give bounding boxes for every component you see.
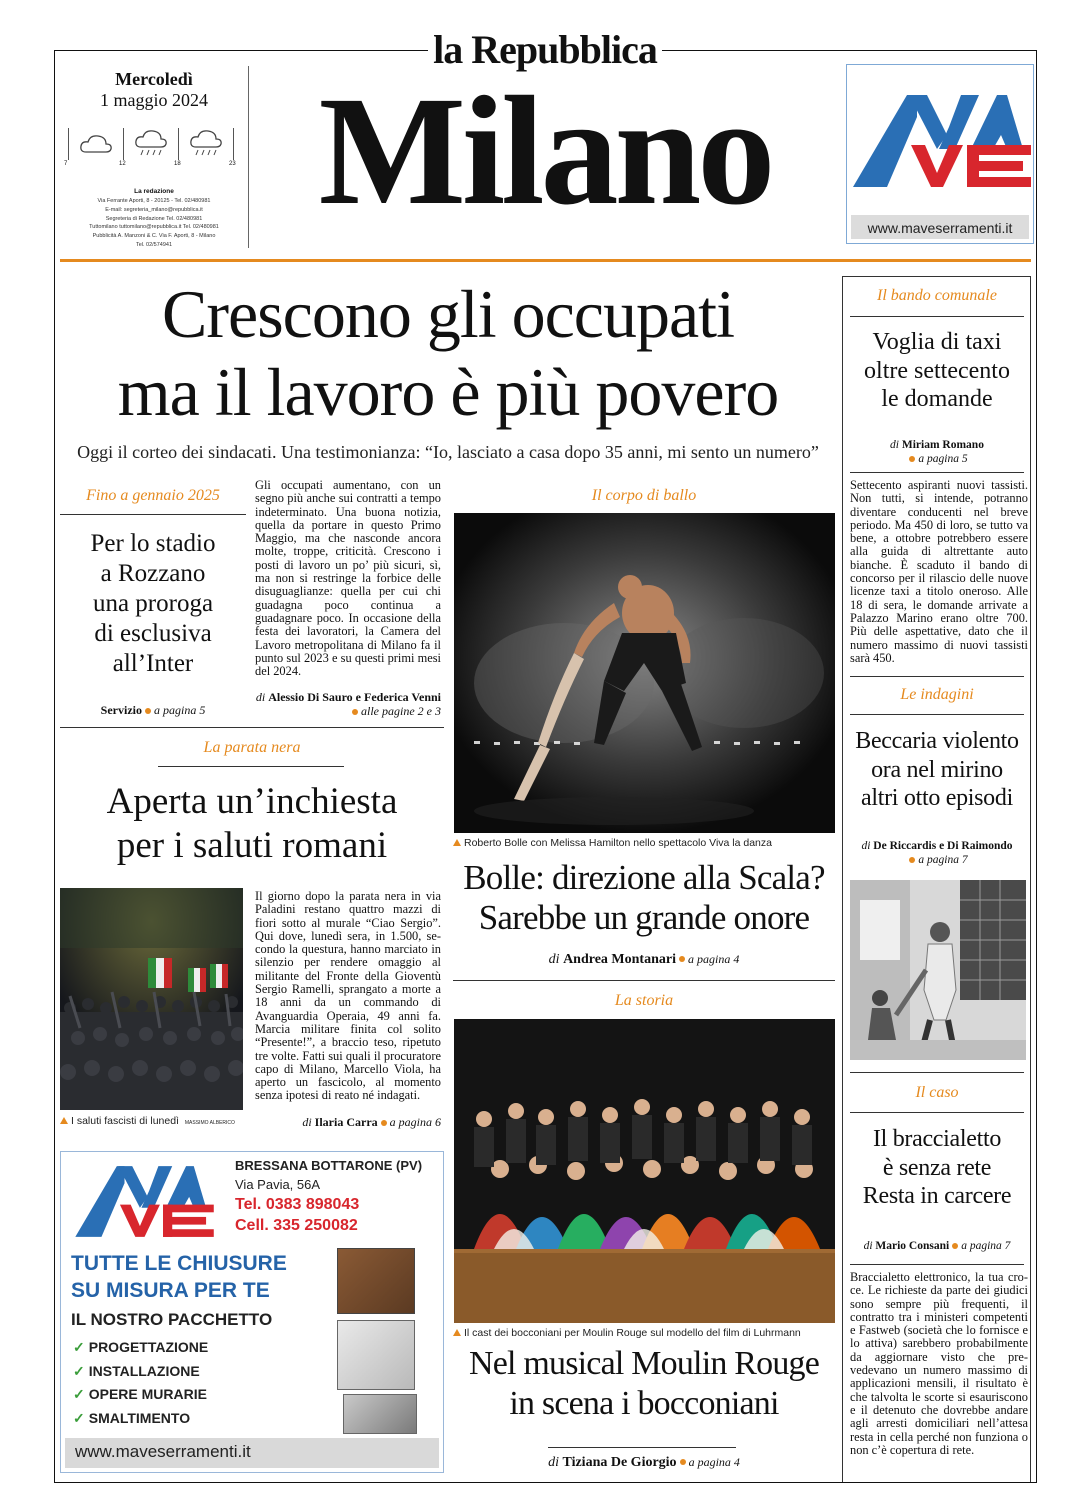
section-rule xyxy=(453,980,835,981)
page-dot-icon xyxy=(145,708,151,714)
beccaria-headline[interactable]: Beccaria violento ora nel mirino altri otto episodi xyxy=(855,728,1019,811)
frame-left xyxy=(54,50,55,1482)
braccialetto-byline[interactable]: di Mario Consani a pagina 7 xyxy=(863,1240,1011,1252)
ad-list-item: ✓ PROGETTAZIONE xyxy=(73,1339,209,1355)
check-icon: ✓ xyxy=(73,1409,85,1426)
top-advertisement[interactable] xyxy=(846,64,1034,244)
taxi-kicker-rule xyxy=(850,316,1024,317)
weather-time: 18 xyxy=(174,161,181,167)
caption-triangle-icon xyxy=(60,1117,68,1124)
beccaria-byline[interactable]: di De Riccardis e Di Raimondo a pagina 7 xyxy=(861,840,1013,866)
bolle-photo-caption: Roberto Bolle con Melissa Hamilton nello spettacolo Viva la danza xyxy=(453,837,835,849)
cloud-rain-icon xyxy=(188,130,224,158)
bolle-byline[interactable]: di Andrea Montanari a pagina 4 xyxy=(548,952,740,967)
frame-bottom xyxy=(54,1482,1037,1483)
redazione-title: La redazione xyxy=(134,188,174,195)
bolle-photo[interactable] xyxy=(454,513,835,833)
brand-name[interactable]: la Repubblica xyxy=(433,27,657,72)
beccaria-kicker: Le indagini xyxy=(900,686,974,703)
inchiesta-kicker: La parata nera xyxy=(203,739,301,756)
weather-time: 23 xyxy=(229,161,236,167)
weekday: Mercoledì xyxy=(115,69,193,89)
ad-address: Via Pavia, 56A xyxy=(235,1177,321,1192)
weather-time: 12 xyxy=(119,161,126,167)
moulin-photo-caption: Il cast dei bocconiani per Moulin Rouge sul modello del film di Luhrmann xyxy=(453,1327,835,1339)
bolle-headline-line2[interactable]: Sarebbe un grande onore xyxy=(478,898,810,937)
stadio-headline[interactable]: Per lo stadio a Rozzano una proroga di esclusiva all’Inter xyxy=(90,530,216,677)
braccialetto-headline[interactable]: Il braccialetto è senza rete Resta in carcere xyxy=(862,1126,1012,1209)
edition-title: Milano xyxy=(318,64,772,237)
ad-phone[interactable]: Tel. 0383 898043 xyxy=(235,1196,360,1213)
inchiesta-byline[interactable]: di Ilaria Carra a pagina 6 xyxy=(302,1115,441,1129)
taxi-body: Settecento aspiranti nuovi tassisti. Non tutti, si intende, potranno diventare conducenti nel breve periodo. Ma 450 di loro, se tutto va bene, a ottobre potrebbero essere alla guida di altrettante auto bianche. È scaduto il bando di concorso per il rilascio delle nuove licenze taxi a titolo oneroso. Alle 18 di sera, le domande arrivate a Palazzo Marino erano oltre 700. Più delle aspettative, dato che il numero massimo di nuovi tassisti sarà 450. xyxy=(850,478,1028,665)
moulin-headline-line2[interactable]: in scena i bocconiani xyxy=(509,1385,779,1422)
photo-credit: MASSIMO ALBERICO xyxy=(184,1120,235,1126)
page-dot-icon xyxy=(679,956,685,962)
caption-triangle-icon xyxy=(453,839,461,846)
stadio-kicker: Fino a gennaio 2025 xyxy=(86,487,220,504)
door-image xyxy=(337,1320,415,1390)
taxi-kicker: Il bando comunale xyxy=(877,287,997,304)
ad-list-item: ✓ OPERE MURARIE xyxy=(73,1386,207,1402)
bolle-headline-line1[interactable]: Bolle: direzione alla Scala? xyxy=(463,858,825,897)
beccaria-photo[interactable] xyxy=(850,880,1026,1060)
check-icon: ✓ xyxy=(73,1362,85,1379)
page-dot-icon xyxy=(381,1120,387,1126)
mave-logo xyxy=(851,87,1031,191)
page-dot-icon xyxy=(909,456,915,462)
bottom-advertisement[interactable] xyxy=(60,1151,444,1473)
masthead-orange-rule xyxy=(60,259,1031,262)
lead-subtitle: Oggi il corteo dei sindacati. Una testimonianza: “Io, lasciato a casa dopo 35 anni, mi sento un numero” xyxy=(77,442,819,462)
inchiesta-body: Il giorno dopo la parata nera in via Paladini restano quattro mazzi di fiori sotto al murale “Ciao Sergio”. Qui dove, lunedì sera, in 1.500, secondo la questura, hanno marciato in silenzio per rendere omaggio al militante del Fronte della Gioventù Sergio Ramelli, sprangato a morte a 18 anni da un commando di Avanguardia Operaia, 49 anni fa. Marcia militare finita col solito “Presente!”, a braccio teso, ripetuto tre volte. Fatti sui quali il procuratore capo di Milano, Marcello Viola, ha aperto un fascicolo, al momento senza ipotesi di reato né indagati. xyxy=(255,889,441,1103)
ad-package-list xyxy=(73,1336,208,1430)
section-rule xyxy=(850,1072,1024,1073)
parade-photo[interactable] xyxy=(60,888,243,1110)
beccaria-kicker-rule xyxy=(850,714,1024,715)
cloud-rain-icon xyxy=(133,130,169,158)
cloud-icon xyxy=(78,132,114,156)
ad-slogan-line1: TUTTE LE CHIUSURE xyxy=(71,1252,287,1275)
ad-list-item: ✓ SMALTIMENTO xyxy=(73,1409,191,1426)
page-dot-icon xyxy=(952,1243,958,1249)
mave-logo xyxy=(69,1160,217,1240)
parade-photo-caption: I saluti fascisti di lunedì MASSIMO ALBERICO xyxy=(60,1115,246,1127)
date: 1 maggio 2024 xyxy=(100,90,208,110)
moulin-byline[interactable]: di Tiziana De Giorgio a pagina 4 xyxy=(548,1455,740,1470)
weather-time: 7 xyxy=(64,161,68,167)
ad-cell[interactable]: Cell. 335 250082 xyxy=(235,1217,358,1234)
braccialetto-rule xyxy=(850,1264,1024,1265)
top-ad-url[interactable]: www.maveserramenti.it xyxy=(867,220,1013,236)
moulin-photo[interactable] xyxy=(454,1019,835,1323)
caption-triangle-icon xyxy=(453,1329,461,1336)
page-dot-icon xyxy=(680,1459,686,1465)
moulin-rule xyxy=(548,1447,736,1448)
frame-right xyxy=(1036,50,1037,1482)
lead-body: Gli occupati aumentano, con un segno più anche sui contratti a tempo indeterminato. Una buona notizia, quella da portare in questo Primo Maggio, ma che nasconde ancora molte, troppe, criticità. Crescono i posti di lavoro un po’ più sicuri, sì, ma non si restringe la forbice delle disuguaglianze: quella per cui chi guadagna poco continua a guadagnare poco. In occasione della festa dei lavoratori, la Camera del Lavoro metropolitana di Milano fa il punto sul 2023 e su questi primi mesi del 2024. xyxy=(255,478,441,679)
masthead-divider xyxy=(248,66,249,248)
door-image xyxy=(343,1394,417,1434)
date-box xyxy=(60,64,248,250)
inchiesta-kicker-rule xyxy=(158,766,344,767)
taxi-headline[interactable]: Voglia di taxi oltre settecento le domande xyxy=(864,329,1010,412)
taxi-rule xyxy=(850,472,1024,473)
redazione-info: Via Ferrante Aporti, 8 - 20125 - Tel. 02/480981 E-mail: segreteria_milano@repubblica.it Segreteria di Redazione Tel. 02/480981 Tuttomilano tuttomilano@repubblica.it Tel. 02/480981 Pubblicità A. Manzoni & C. Via F. Aporti, 8 - Milano Tel. 02/574941 xyxy=(89,198,219,248)
inchiesta-headline-line1[interactable]: Aperta un’inchiesta xyxy=(106,781,398,822)
ad-slogan-line2: SU MISURA PER TE xyxy=(71,1279,270,1302)
ad-list-item: ✓ INSTALLAZIONE xyxy=(73,1362,200,1379)
check-icon: ✓ xyxy=(73,1339,85,1355)
check-icon: ✓ xyxy=(73,1386,85,1402)
moulin-headline-line1[interactable]: Nel musical Moulin Rouge xyxy=(468,1345,820,1382)
ad-package-title: IL NOSTRO PACCHETTO xyxy=(71,1310,273,1329)
ad-location: BRESSANA BOTTARONE (PV) xyxy=(235,1158,423,1173)
page-dot-icon xyxy=(909,857,915,863)
lead-byline[interactable]: di Alessio Di Sauro e Federica Vennialle pagine 2 e 3 xyxy=(255,690,441,718)
braccialetto-kicker: Il caso xyxy=(915,1084,959,1101)
taxi-byline[interactable]: di Miriam Romano a pagina 5 xyxy=(890,439,984,465)
weather-strip xyxy=(60,128,248,168)
masthead-rule-right xyxy=(662,50,1037,51)
moulin-kicker: La storia xyxy=(614,992,674,1009)
bolle-kicker: Il corpo di ballo xyxy=(591,487,697,504)
inchiesta-headline-line2[interactable]: per i saluti romani xyxy=(116,825,388,866)
stadio-kicker-rule xyxy=(60,514,246,515)
section-rule xyxy=(850,676,1024,677)
stadio-byline[interactable]: Servizio a pagina 5 xyxy=(100,703,206,717)
door-image xyxy=(337,1248,415,1314)
lead-headline-line2[interactable]: ma il lavoro è più povero xyxy=(117,354,779,430)
masthead-rule-left xyxy=(54,50,428,51)
ad-url[interactable]: www.maveserramenti.it xyxy=(75,1442,251,1461)
page-dot-icon xyxy=(352,709,358,715)
section-rule xyxy=(60,727,444,728)
braccialetto-body: Braccialetto elettronico, la tua croce. Le richieste da parte dei giudici sono sempre più frequenti, il contratto tra i ministeri competenti e Fastweb (società che lo fornisce e lo attiva) sarebbero probabilmente da aggiornare visto che prevedevano un numero massimo di applicazioni mensili, il risultato è che talvolta le scorte si esauriscono e il detenuto che dovrebbe andare agli arresti domiciliari nell’attesa resta in cella perché non funziona o non c’è copertura di rete. xyxy=(850,1270,1028,1457)
braccialetto-kicker-rule xyxy=(850,1112,1024,1113)
ad-door-images xyxy=(323,1244,435,1434)
lead-headline-line1[interactable]: Crescono gli occupati xyxy=(162,276,734,352)
